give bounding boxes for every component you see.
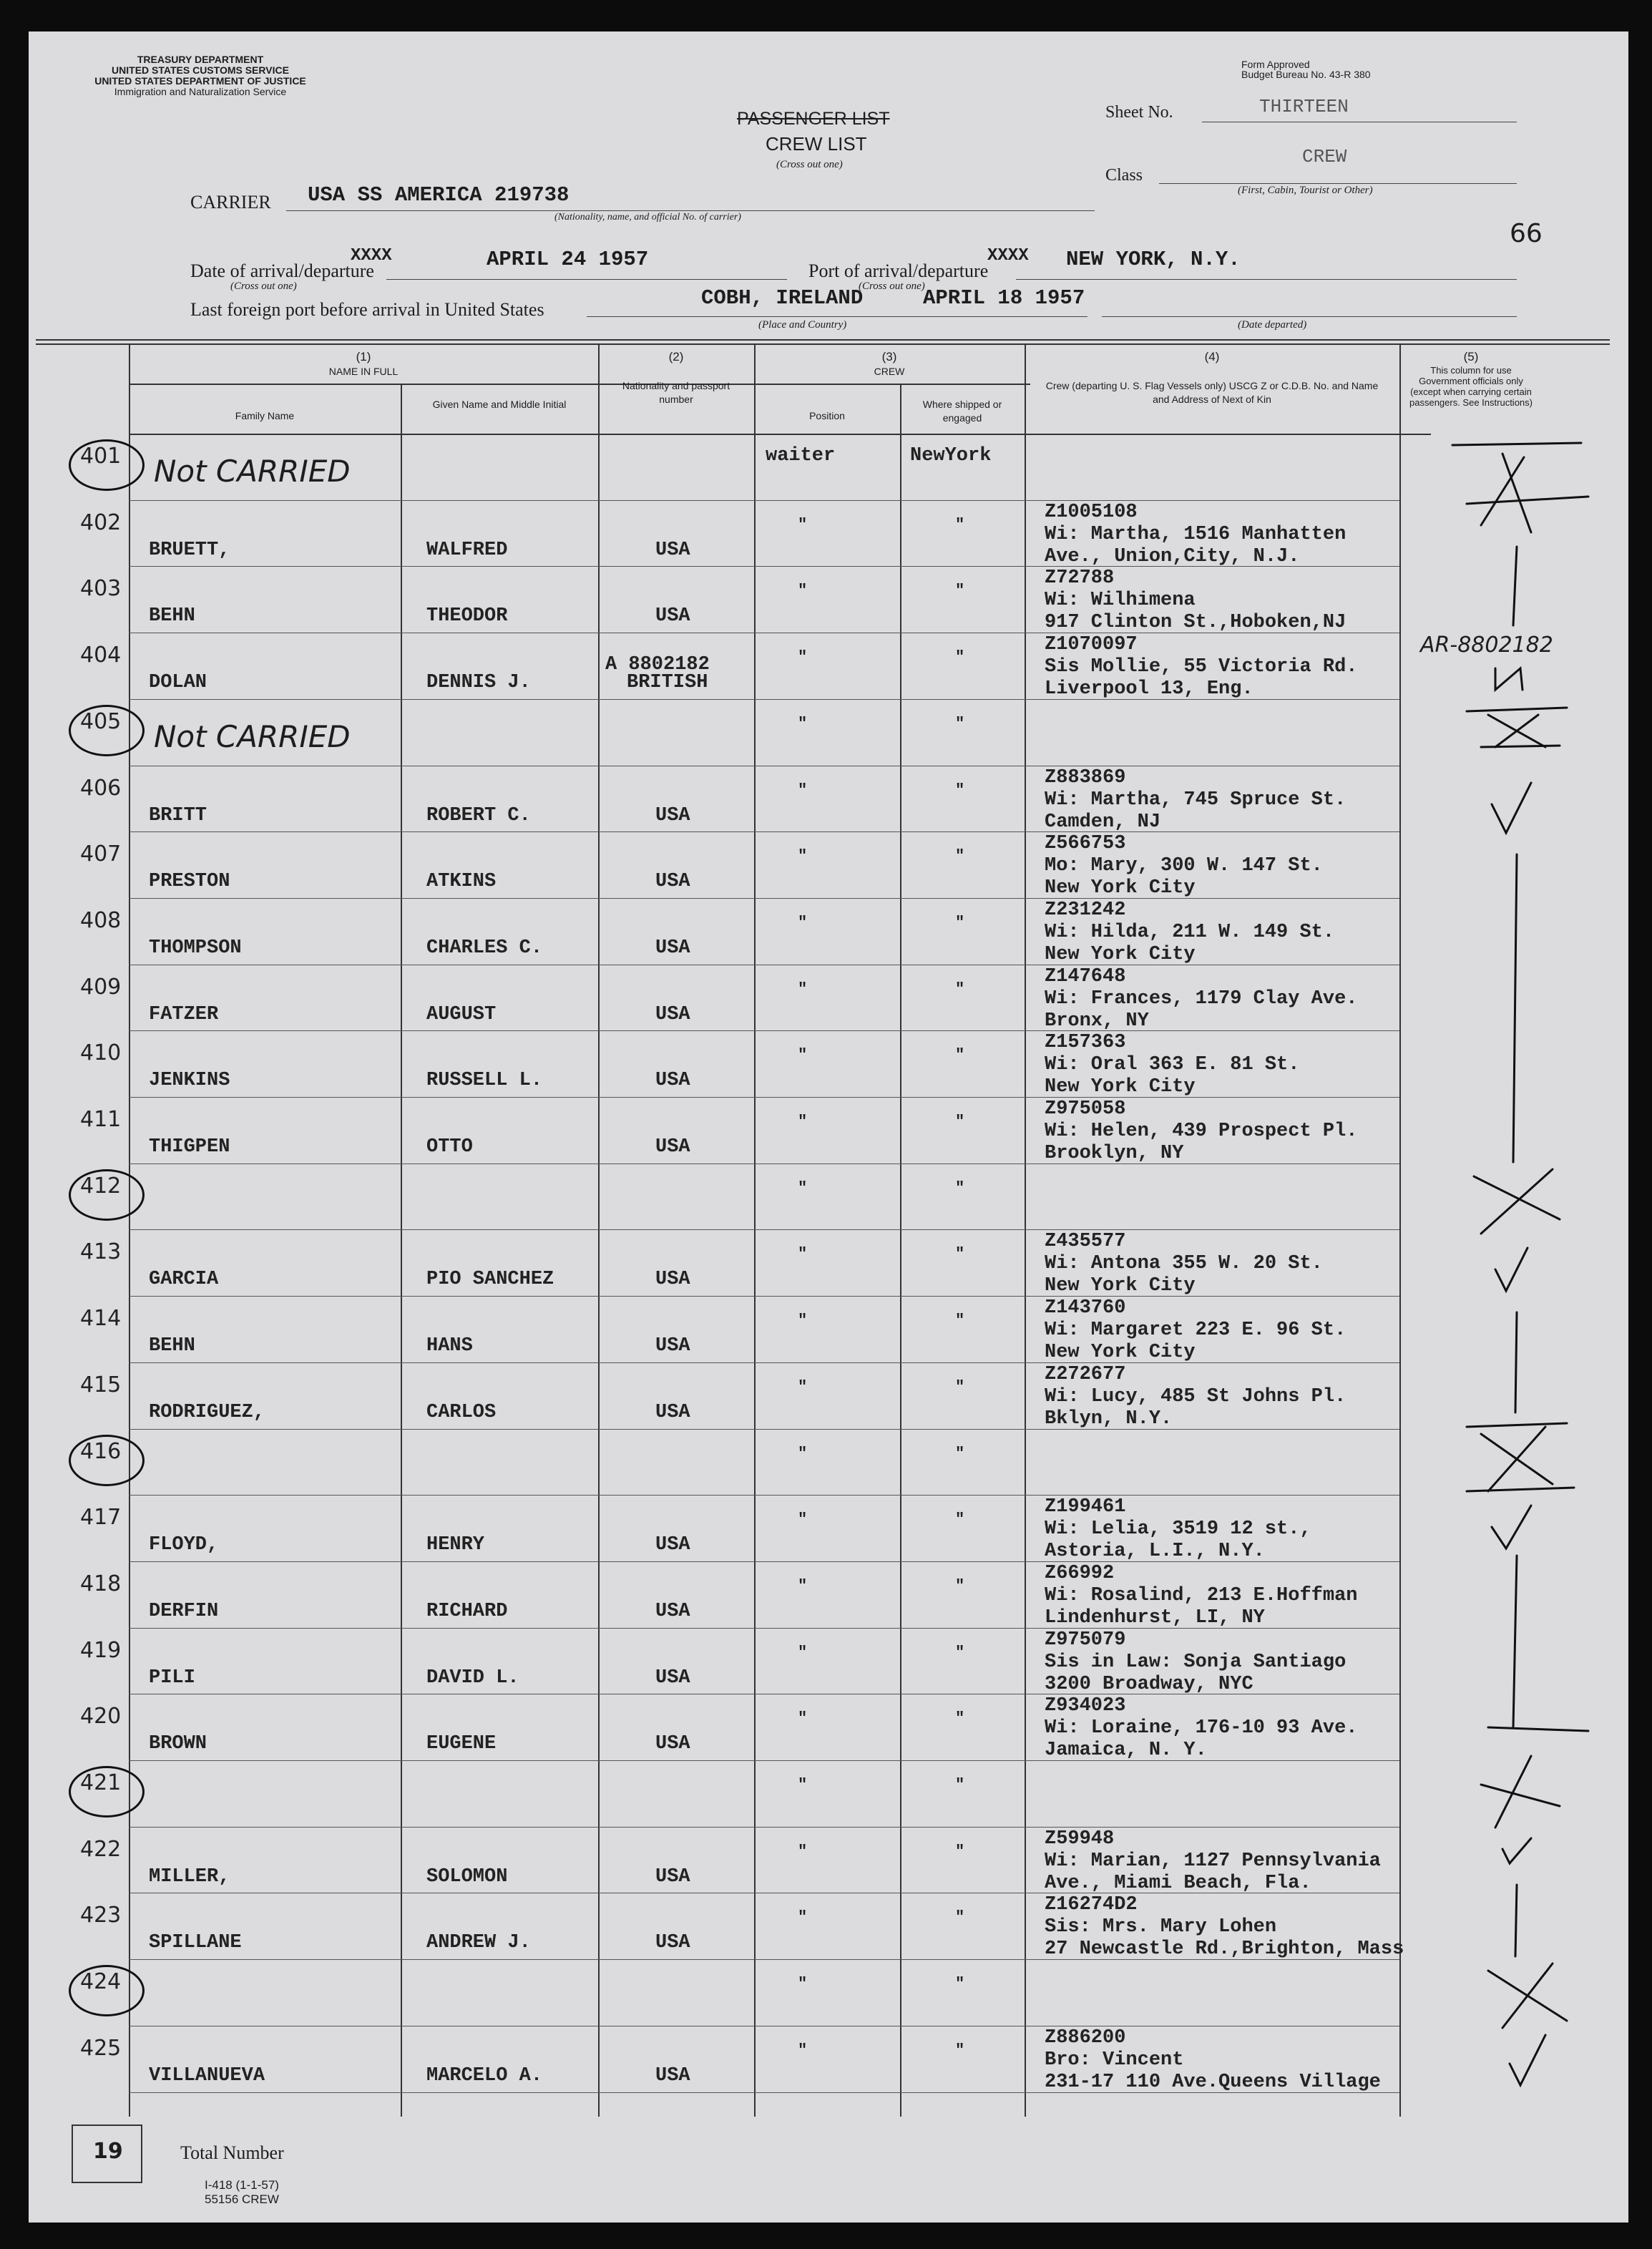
form-code: 55156 CREW — [205, 2192, 279, 2206]
family-name: BRUETT, — [149, 539, 230, 561]
family-name: BEHN — [149, 605, 195, 628]
passport-number: A 8802182 — [605, 654, 710, 676]
next-of-kin-line: Z883869 — [1045, 766, 1126, 789]
not-carried-note: Not CARRIED — [154, 718, 351, 754]
departed-hint: (Date departed) — [1238, 319, 1307, 331]
next-of-kin-line: Sis in Law: Sonja Santiago — [1045, 1651, 1346, 1673]
lastport-value: COBH, IRELAND — [701, 286, 864, 310]
next-of-kin-line: Jamaica, N. Y. — [1045, 1740, 1207, 1762]
passport-annotation: AR-8802182 — [1420, 633, 1553, 658]
col3-number: (3) — [881, 350, 897, 364]
row-number-circle — [69, 1766, 145, 1818]
departed-value: APRIL 18 1957 — [923, 286, 1085, 310]
col-position: Position — [809, 410, 845, 421]
given-name: PIO SANCHEZ — [426, 1269, 554, 1291]
next-of-kin-line: Wi: Martha, 1516 Manhatten — [1045, 523, 1346, 545]
next-of-kin-line: Z147648 — [1045, 965, 1126, 987]
row-divider — [129, 1229, 1399, 1230]
col2-number: (2) — [668, 350, 684, 364]
next-of-kin-line: Wi: Frances, 1179 Clay Ave. — [1045, 987, 1358, 1010]
port-value: NEW YORK, N.Y. — [1066, 248, 1241, 271]
next-of-kin-line: Z199461 — [1045, 1496, 1126, 1518]
next-of-kin-line: Z975079 — [1045, 1629, 1126, 1651]
next-of-kin-line: Wi: Hilda, 211 W. 149 St. — [1045, 921, 1335, 943]
col3-title: CREW — [874, 366, 905, 377]
given-name: WALFRED — [426, 539, 508, 561]
family-name: VILLANUEVA — [149, 2064, 265, 2087]
next-of-kin-line: Wi: Loraine, 176-10 93 Ave. — [1045, 1717, 1358, 1740]
next-of-kin-line: Z1070097 — [1045, 634, 1138, 656]
form-number: I-418 (1-1-57) — [205, 2178, 279, 2192]
next-of-kin-line: Z886200 — [1045, 2026, 1126, 2049]
crew-position: waiter — [766, 445, 836, 467]
family-name: FLOYD, — [149, 1534, 219, 1556]
col-given-name: Given Name and Middle Initial — [432, 399, 567, 410]
row-number-circle — [69, 1435, 145, 1486]
row-number: 403 — [80, 576, 122, 602]
position-ditto: " — [798, 648, 808, 667]
next-of-kin-line: Z157363 — [1045, 1032, 1126, 1054]
nationality: USA — [655, 2064, 690, 2087]
shipped-ditto: " — [955, 515, 965, 534]
shipped-ditto: " — [955, 847, 965, 866]
row-number-circle — [69, 1169, 145, 1221]
arrival-value: APRIL 24 1957 — [487, 248, 649, 271]
next-of-kin-line: Wi: Helen, 439 Prospect Pl. — [1045, 1121, 1358, 1142]
nationality: USA — [655, 1932, 690, 1954]
col4-title: Crew (departing U. S. Flag Vessels only) USCG Z or C.D.B. No. and Name and Address of Next of Kin — [1045, 380, 1379, 405]
next-of-kin-line: New York City — [1045, 1076, 1196, 1098]
next-of-kin-line: New York City — [1045, 877, 1196, 899]
col5-number: (5) — [1463, 350, 1479, 364]
row-number: 413 — [80, 1239, 122, 1265]
row-number: 423 — [80, 1903, 122, 1928]
given-name: AUGUST — [426, 1003, 497, 1025]
carrier-hint: (Nationality, name, and official No. of carrier) — [554, 212, 741, 223]
next-of-kin-line: Z272677 — [1045, 1363, 1126, 1385]
agency-line: Immigration and Naturalization Service — [114, 86, 287, 97]
title-crew-list: CREW LIST — [766, 133, 867, 155]
family-name: THIGPEN — [149, 1136, 230, 1158]
class-label: Class — [1105, 166, 1143, 185]
position-ditto: " — [798, 1377, 808, 1396]
next-of-kin-line: Wi: Antona 355 W. 20 St. — [1045, 1253, 1323, 1275]
position-ditto: " — [798, 582, 808, 600]
family-name: GARCIA — [149, 1269, 219, 1291]
given-name: CHARLES C. — [426, 937, 543, 959]
given-name: CARLOS — [426, 1401, 497, 1423]
nationality: USA — [655, 539, 690, 561]
next-of-kin-line: Astoria, L.I., N.Y. — [1045, 1541, 1265, 1563]
nationality: USA — [655, 1136, 690, 1158]
position-ditto: " — [798, 1444, 808, 1463]
col-nationality: Nationality and passport number — [622, 380, 730, 405]
nationality: USA — [655, 605, 690, 628]
row-number: 418 — [80, 1571, 122, 1596]
given-name: HENRY — [426, 1534, 485, 1556]
family-name: PRESTON — [149, 871, 230, 893]
family-name: BEHN — [149, 1335, 195, 1357]
next-of-kin-line: 917 Clinton St.,Hoboken,NJ — [1045, 612, 1346, 634]
family-name: MILLER, — [149, 1865, 230, 1888]
given-name: ROBERT C. — [426, 804, 531, 826]
given-name: EUGENE — [426, 1733, 497, 1755]
row-divider — [129, 1760, 1399, 1761]
nationality: USA — [655, 1600, 690, 1622]
agency-line: UNITED STATES DEPARTMENT OF JUSTICE — [94, 75, 306, 87]
given-name: HANS — [426, 1335, 473, 1357]
row-divider — [129, 1495, 1399, 1496]
row-divider — [129, 1362, 1399, 1363]
row-divider — [129, 1429, 1399, 1430]
given-name: MARCELO A. — [426, 2064, 543, 2087]
class-value: CREW — [1302, 146, 1347, 167]
sheet-label: Sheet No. — [1105, 103, 1173, 122]
total-value: 19 — [93, 2139, 123, 2164]
next-of-kin-line: Z1005108 — [1045, 501, 1138, 523]
arrival-label: Date of arrival/departure — [190, 260, 374, 281]
row-number-circle — [69, 705, 145, 756]
next-of-kin-line: Wi: Wilhimena — [1045, 590, 1196, 612]
position-ditto: " — [798, 1908, 808, 1927]
row-number: 417 — [80, 1505, 122, 1531]
position-ditto: " — [798, 781, 808, 799]
shipped-ditto: " — [955, 2041, 965, 2059]
arrival-hint: (Cross out one) — [230, 280, 297, 292]
row-divider — [129, 1030, 1399, 1031]
class-hint: (First, Cabin, Tourist or Other) — [1238, 185, 1373, 196]
row-number: 408 — [80, 907, 122, 933]
next-of-kin-line: New York City — [1045, 1275, 1196, 1297]
nationality: USA — [655, 1401, 690, 1423]
row-number: 415 — [80, 1372, 122, 1397]
next-of-kin-line: Ave., Miami Beach, Fla. — [1045, 1872, 1311, 1894]
family-name: SPILLANE — [149, 1932, 242, 1954]
port-hint: (Cross out one) — [859, 280, 925, 292]
row-number: 420 — [80, 1704, 122, 1730]
next-of-kin-line: Z16274D2 — [1045, 1894, 1138, 1916]
next-of-kin-line: 27 Newcastle Rd.,Brighton, Mass — [1045, 1938, 1404, 1961]
nationality: USA — [655, 1667, 690, 1689]
position-ditto: " — [798, 714, 808, 733]
agency-block — [36, 54, 365, 97]
row-number: 407 — [80, 841, 122, 867]
shipped-ditto: " — [955, 980, 965, 998]
shipped-ditto: " — [955, 582, 965, 600]
nationality: USA — [655, 1733, 690, 1755]
position-ditto: " — [798, 1113, 808, 1131]
next-of-kin-line: Z566753 — [1045, 833, 1126, 855]
row-number: 401 — [80, 444, 122, 469]
next-of-kin-line: Sis: Mrs. Mary Lohen — [1045, 1916, 1277, 1938]
budget-bureau: Budget Bureau No. 43-R 380 — [1241, 69, 1371, 80]
nationality: USA — [655, 1335, 690, 1357]
nationality: BRITISH — [627, 672, 708, 694]
col-where-shipped: Where shipped or engaged — [922, 399, 1002, 424]
family-name: RODRIGUEZ, — [149, 1401, 265, 1423]
shipped-ditto: " — [955, 1975, 965, 1994]
next-of-kin-line: Brooklyn, NY — [1045, 1143, 1184, 1164]
row-number: 425 — [80, 2035, 122, 2061]
row-number: 406 — [80, 775, 122, 801]
next-of-kin-line: Bklyn, N.Y. — [1045, 1408, 1173, 1430]
next-of-kin-line: Z435577 — [1045, 1231, 1126, 1253]
shipped-ditto: " — [955, 714, 965, 733]
next-of-kin-line: New York City — [1045, 943, 1196, 965]
port-strike: XXXX — [987, 246, 1029, 265]
row-number: 424 — [80, 1969, 122, 1995]
given-name: ANDREW J. — [426, 1932, 531, 1954]
next-of-kin-line: Wi: Oral 363 E. 81 St. — [1045, 1054, 1300, 1076]
family-name: DOLAN — [149, 672, 207, 694]
next-of-kin-line: Bro: Vincent — [1045, 2049, 1184, 2071]
next-of-kin-line: Z975058 — [1045, 1098, 1126, 1120]
shipped-ditto: " — [955, 1842, 965, 1860]
position-ditto: " — [798, 1709, 808, 1728]
shipped-ditto: " — [955, 1113, 965, 1131]
next-of-kin-line: Wi: Rosalind, 213 E.Hoffman — [1045, 1584, 1358, 1606]
col1-number: (1) — [356, 350, 371, 364]
sheet-value: THIRTEEN — [1259, 96, 1349, 117]
row-number: 410 — [80, 1040, 122, 1066]
next-of-kin-line: Wi: Lelia, 3519 12 st., — [1045, 1518, 1311, 1541]
next-of-kin-line: Mo: Mary, 300 W. 147 St. — [1045, 855, 1323, 877]
family-name: DERFIN — [149, 1600, 219, 1622]
family-name: BROWN — [149, 1733, 207, 1755]
shipped-ditto: " — [955, 913, 965, 932]
arrival-strike: XXXX — [351, 246, 392, 265]
next-of-kin-line: Sis Mollie, 55 Victoria Rd. — [1045, 656, 1358, 678]
row-number: 402 — [80, 509, 122, 535]
agency-line: TREASURY DEPARTMENT — [137, 54, 264, 65]
family-name: JENKINS — [149, 1070, 230, 1092]
next-of-kin-line: Z231242 — [1045, 899, 1126, 921]
given-name: RICHARD — [426, 1600, 508, 1622]
given-name: OTTO — [426, 1136, 473, 1158]
row-number: 422 — [80, 1836, 122, 1862]
shipped-ditto: " — [955, 1046, 965, 1065]
row-number: 412 — [80, 1173, 122, 1199]
nationality: USA — [655, 804, 690, 826]
next-of-kin-line: 231-17 110 Ave.Queens Village — [1045, 2071, 1381, 2093]
next-of-kin-line: Z143760 — [1045, 1297, 1126, 1319]
given-name: RUSSELL L. — [426, 1070, 543, 1092]
shipped-ditto: " — [955, 1511, 965, 1529]
nationality: USA — [655, 1269, 690, 1291]
position-ditto: " — [798, 1643, 808, 1662]
position-ditto: " — [798, 1842, 808, 1860]
given-name: SOLOMON — [426, 1865, 508, 1888]
row-number-circle — [69, 439, 145, 491]
position-ditto: " — [798, 847, 808, 866]
col4-number: (4) — [1204, 350, 1220, 364]
next-of-kin-line: Wi: Lucy, 485 St Johns Pl. — [1045, 1385, 1346, 1408]
family-name: BRITT — [149, 804, 207, 826]
next-of-kin-line: Wi: Martha, 745 Spruce St. — [1045, 789, 1346, 811]
port-label: Port of arrival/departure — [808, 260, 989, 281]
given-name: DENNIS J. — [426, 672, 531, 694]
position-ditto: " — [798, 980, 808, 998]
nationality: USA — [655, 937, 690, 959]
row-number: 414 — [80, 1306, 122, 1332]
next-of-kin-line: Ave., Union,City, N.J. — [1045, 545, 1300, 567]
nationality: USA — [655, 1534, 690, 1556]
position-ditto: " — [798, 1312, 808, 1330]
title-cross-out-hint: (Cross out one) — [776, 159, 843, 170]
nationality: USA — [655, 871, 690, 893]
nationality: USA — [655, 1003, 690, 1025]
next-of-kin-line: Wi: Marian, 1127 Pennsylvania — [1045, 1850, 1381, 1872]
col1-title: NAME IN FULL — [328, 366, 399, 377]
position-ditto: " — [798, 1776, 808, 1794]
col5-title: This column for use Government officials only (except when carrying certain passengers. See Instructions) — [1409, 365, 1533, 408]
shipped-ditto: " — [955, 1377, 965, 1396]
nationality: USA — [655, 1865, 690, 1888]
row-number: 421 — [80, 1770, 122, 1795]
row-number: 419 — [80, 1637, 122, 1663]
row-divider — [129, 1097, 1399, 1098]
given-name: THEODOR — [426, 605, 508, 628]
next-of-kin-line: Wi: Margaret 223 E. 96 St. — [1045, 1319, 1346, 1342]
position-ditto: " — [798, 913, 808, 932]
next-of-kin-line: Bronx, NY — [1045, 1010, 1149, 1032]
crew-list-document — [29, 31, 1628, 2223]
shipped-ditto: " — [955, 1179, 965, 1197]
row-number-circle — [69, 1965, 145, 2016]
form-approved: Form Approved — [1241, 59, 1310, 70]
row-divider — [129, 1827, 1399, 1828]
next-of-kin-line: Camden, NJ — [1045, 811, 1161, 833]
position-ditto: " — [798, 1576, 808, 1595]
row-number: 411 — [80, 1107, 122, 1132]
total-label: Total Number — [180, 2142, 284, 2163]
family-name: FATZER — [149, 1003, 219, 1025]
family-name: PILI — [149, 1667, 195, 1689]
row-divider — [129, 831, 1399, 832]
shipped-ditto: " — [955, 1444, 965, 1463]
shipped-ditto: " — [955, 1643, 965, 1662]
shipped-ditto: " — [955, 648, 965, 667]
given-name: DAVID L. — [426, 1667, 519, 1689]
row-number: 416 — [80, 1438, 122, 1464]
position-ditto: " — [798, 515, 808, 534]
lastport-hint: (Place and Country) — [758, 319, 847, 331]
agency-line: UNITED STATES CUSTOMS SERVICE — [112, 64, 289, 76]
next-of-kin-line: Liverpool 13, Eng. — [1045, 678, 1253, 701]
shipped-ditto: " — [955, 781, 965, 799]
carrier-value: USA SS AMERICA 219738 — [308, 183, 570, 207]
row-divider — [129, 1163, 1399, 1164]
next-of-kin-line: Z72788 — [1045, 567, 1115, 590]
carrier-label: CARRIER — [190, 192, 271, 213]
col-family-name: Family Name — [235, 410, 295, 421]
nationality: USA — [655, 1070, 690, 1092]
next-of-kin-line: Z59948 — [1045, 1828, 1115, 1850]
row-number: 409 — [80, 974, 122, 1000]
row-divider — [129, 1296, 1399, 1297]
row-divider — [129, 898, 1399, 899]
shipped-ditto: " — [955, 1776, 965, 1794]
title-passenger-list: PASSENGER LIST — [737, 109, 890, 129]
shipped-ditto: " — [955, 1312, 965, 1330]
next-of-kin-line: Lindenhurst, LI, NY — [1045, 1606, 1265, 1629]
shipped-ditto: " — [955, 1908, 965, 1927]
where-shipped: NewYork — [910, 445, 992, 467]
position-ditto: " — [798, 2041, 808, 2059]
shipped-ditto: " — [955, 1245, 965, 1264]
position-ditto: " — [798, 1179, 808, 1197]
row-divider — [129, 500, 1399, 501]
next-of-kin-line: 3200 Broadway, NYC — [1045, 1673, 1253, 1695]
given-name: ATKINS — [426, 871, 497, 893]
position-ditto: " — [798, 1975, 808, 1994]
position-ditto: " — [798, 1511, 808, 1529]
row-number: 405 — [80, 708, 122, 734]
page-number: 66 — [1510, 219, 1543, 248]
not-carried-note: Not CARRIED — [154, 454, 351, 489]
next-of-kin-line: Z934023 — [1045, 1695, 1126, 1717]
shipped-ditto: " — [955, 1576, 965, 1595]
position-ditto: " — [798, 1046, 808, 1065]
family-name: THOMPSON — [149, 937, 242, 959]
next-of-kin-line: Z66992 — [1045, 1562, 1115, 1584]
position-ditto: " — [798, 1245, 808, 1264]
lastport-label: Last foreign port before arrival in United States — [190, 299, 544, 320]
shipped-ditto: " — [955, 1709, 965, 1728]
next-of-kin-line: New York City — [1045, 1342, 1196, 1364]
row-number: 404 — [80, 643, 122, 668]
